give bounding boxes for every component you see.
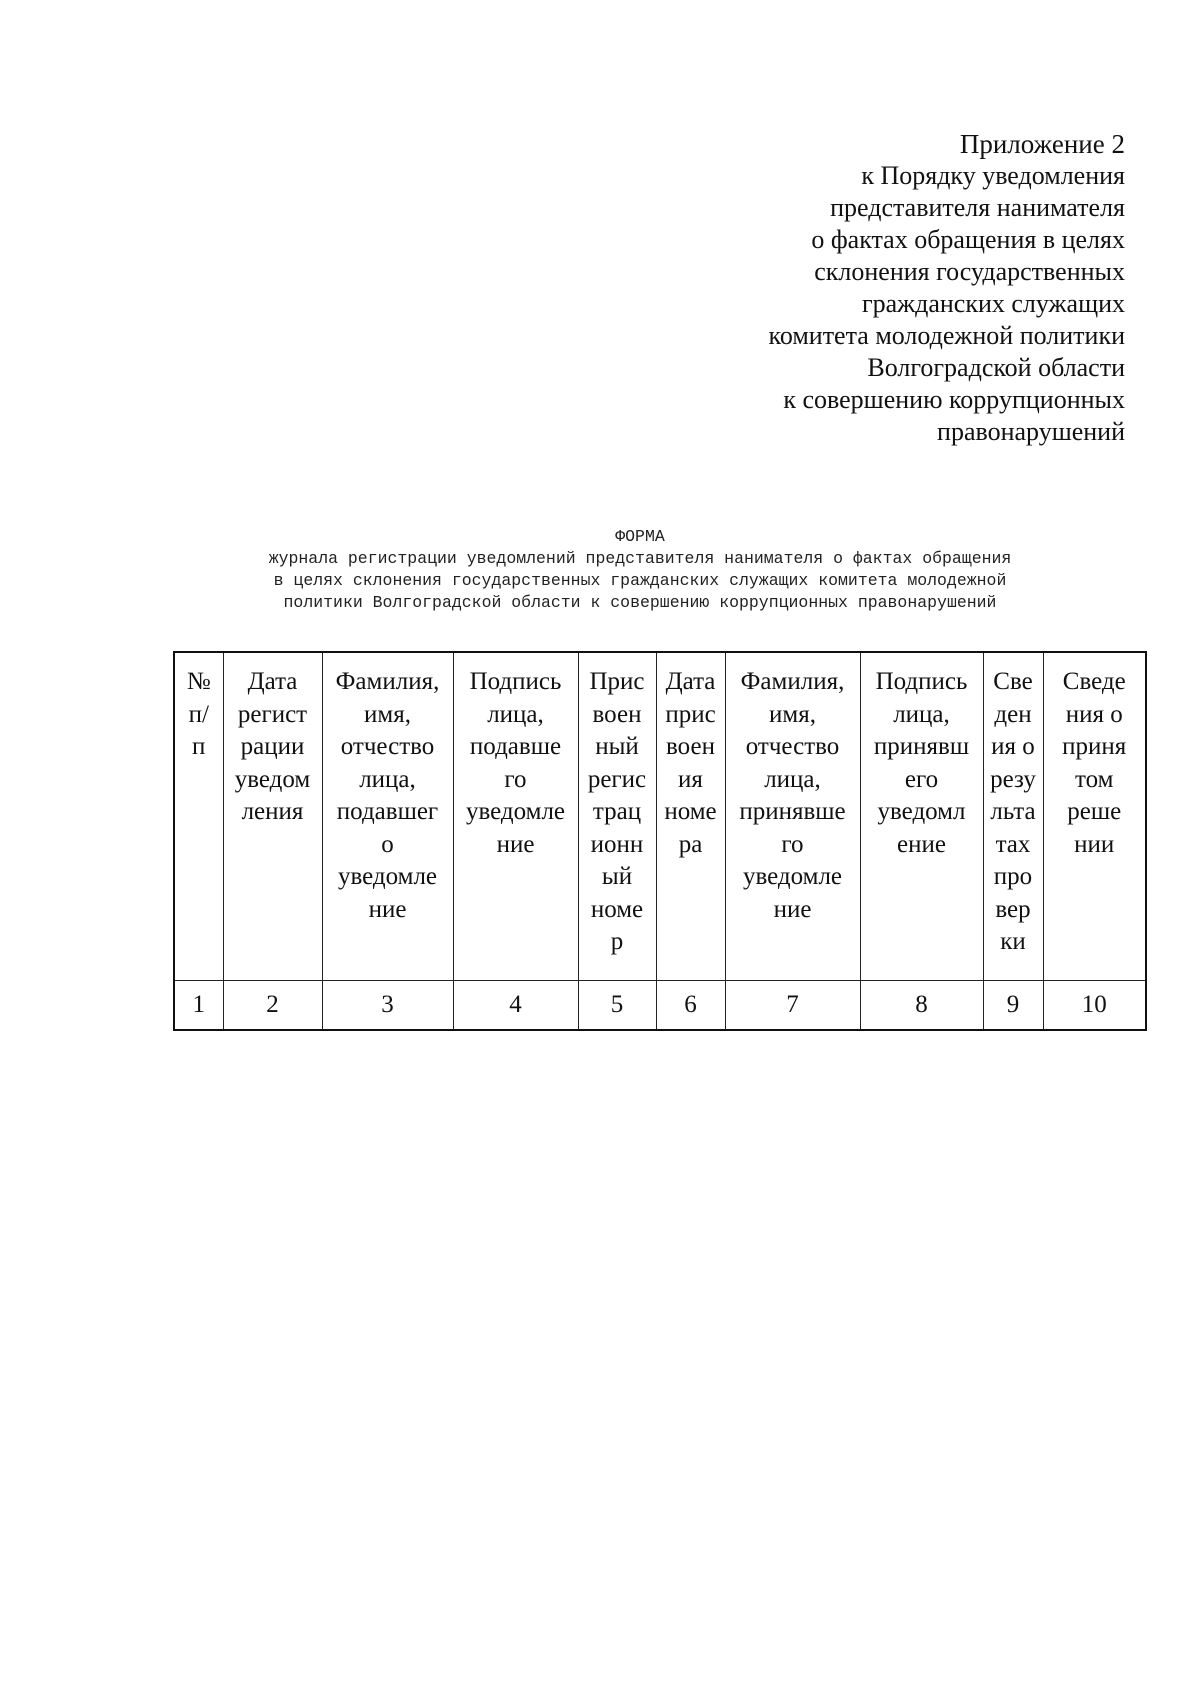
column-header-line: про [993,863,1033,890]
column-header-line: ки [1000,928,1026,955]
column-header-line: ние [773,895,812,923]
appendix-line: к совершению коррупционных [783,385,1125,414]
column-header-line: Дата [665,668,716,695]
column-header-line: го [504,765,527,793]
form-subtitle-line: в целях склонения государственных гражданских служащих комитета молодежной [273,571,1007,590]
column-header-line: лица, [764,765,821,793]
column-header-line: имя, [769,700,816,728]
column-header-line: ра [678,830,703,858]
column-header-line: уведомле [742,863,843,890]
column-header-line: воен [592,700,642,728]
column-header-line: Фамилия, [335,668,440,695]
column-number: 6 [656,981,725,1031]
column-header-line: Фамилия, [740,668,845,695]
column-header-line: имя, [364,700,411,728]
column-number: 2 [223,981,322,1031]
column-header-line: воен [666,733,715,760]
column-header-line: ия [678,765,703,793]
column-header-line: р [610,928,624,955]
appendix-line: комитета молодежной политики [768,321,1125,350]
column-header-line: принявше [739,798,846,825]
column-header-line: уведомл [877,798,966,825]
column-header-line: лица, [487,700,544,728]
column-header-line: Све [993,668,1033,695]
column-header-line: о [381,830,394,858]
column-number: 3 [322,981,453,1031]
column-header-line: регист [237,700,308,728]
column-header-line: уведомле [465,798,566,825]
column-header-line: ный [595,733,639,760]
column-number: 9 [983,981,1043,1031]
column-header-line: тах [995,830,1031,858]
appendix-title: Приложение 2 [959,129,1125,159]
column-header-line: го [781,830,804,858]
column-header-line: его [904,765,939,793]
column-header-line: ение [897,830,946,858]
form-heading [160,526,1120,614]
column-header-line: резу [990,765,1036,793]
column-number: 10 [1043,981,1146,1031]
column-header-line: нии [1074,830,1115,858]
column-header-line: уведомле [337,863,438,890]
column-header-line: ления [241,798,304,825]
column-header-line: принявш [873,733,970,760]
column-header [725,652,860,981]
column-header-line: ния о [1065,700,1123,728]
column-header-line: приня [1062,733,1127,760]
appendix-line: правонарушений [937,417,1125,446]
column-header-line: ден [994,700,1032,728]
appendix-line: к Порядку уведомления [861,161,1125,190]
column-header [453,652,578,981]
column-header-line: Прис [589,668,645,695]
header-row [174,652,1146,981]
column-header [223,652,322,981]
appendix-line: гражданских служащих [861,289,1125,318]
column-header-line: ый [601,863,633,890]
column-header-line: трац [592,798,642,825]
column-header-line: Подпись [469,668,562,695]
column-header-line: отчество [340,733,435,760]
appendix-line: Волгоградской области [867,353,1125,382]
column-header-line: том [1075,765,1114,793]
column-header-line: реше [1067,798,1122,825]
appendix-line: представителя нанимателя [830,193,1125,222]
column-header [860,652,983,981]
column-number: 1 [174,981,223,1031]
column-header-line: прис [665,700,716,728]
column-header [174,652,223,981]
appendix-line: о фактах обращения в целях [811,225,1125,254]
column-header-line: № [186,668,211,695]
column-number: 8 [860,981,983,1031]
appendix-line: склонения государственных [814,257,1125,286]
numbers-row [174,981,1146,1031]
column-header-line: ия о [991,733,1035,760]
column-header-line: Дата [247,668,298,695]
column-header-line: подавше [469,733,562,760]
column-header-line: номе [590,895,644,923]
column-header-line: Сведе [1062,668,1126,695]
column-header-line: подавшег [336,798,439,825]
form-title: ФОРМА [615,527,665,546]
column-header [656,652,725,981]
journal-table [173,651,1147,1031]
column-header-line: п [192,733,206,760]
column-header [578,652,656,981]
column-number: 5 [578,981,656,1031]
column-header-line: вер [995,895,1031,923]
column-header-line: уведом [234,765,311,793]
form-subtitle-line: журнала регистрации уведомлений представителя нанимателя о фактах обращения [268,549,1012,568]
column-header-line: лица, [893,700,950,728]
column-number: 7 [725,981,860,1031]
column-header [983,652,1043,981]
column-header-line: льта [990,798,1036,825]
column-header-line: Подпись [875,668,968,695]
column-header-line: номе [664,798,717,825]
column-header-line: отчество [745,733,840,760]
column-header [1043,652,1146,981]
column-header-line: лица, [359,765,416,793]
column-header-line: ние [496,830,535,858]
appendix-block [605,128,1125,448]
column-header-line: ние [368,895,407,923]
column-header-line: ионн [590,830,644,858]
column-header [322,652,453,981]
form-subtitle-line: политики Волгоградской области к совершению коррупционных правонарушений [283,593,997,612]
column-number: 4 [453,981,578,1031]
column-header-line: п/ [188,700,209,728]
column-header-line: рации [240,733,305,760]
column-header-line: регис [587,765,647,793]
